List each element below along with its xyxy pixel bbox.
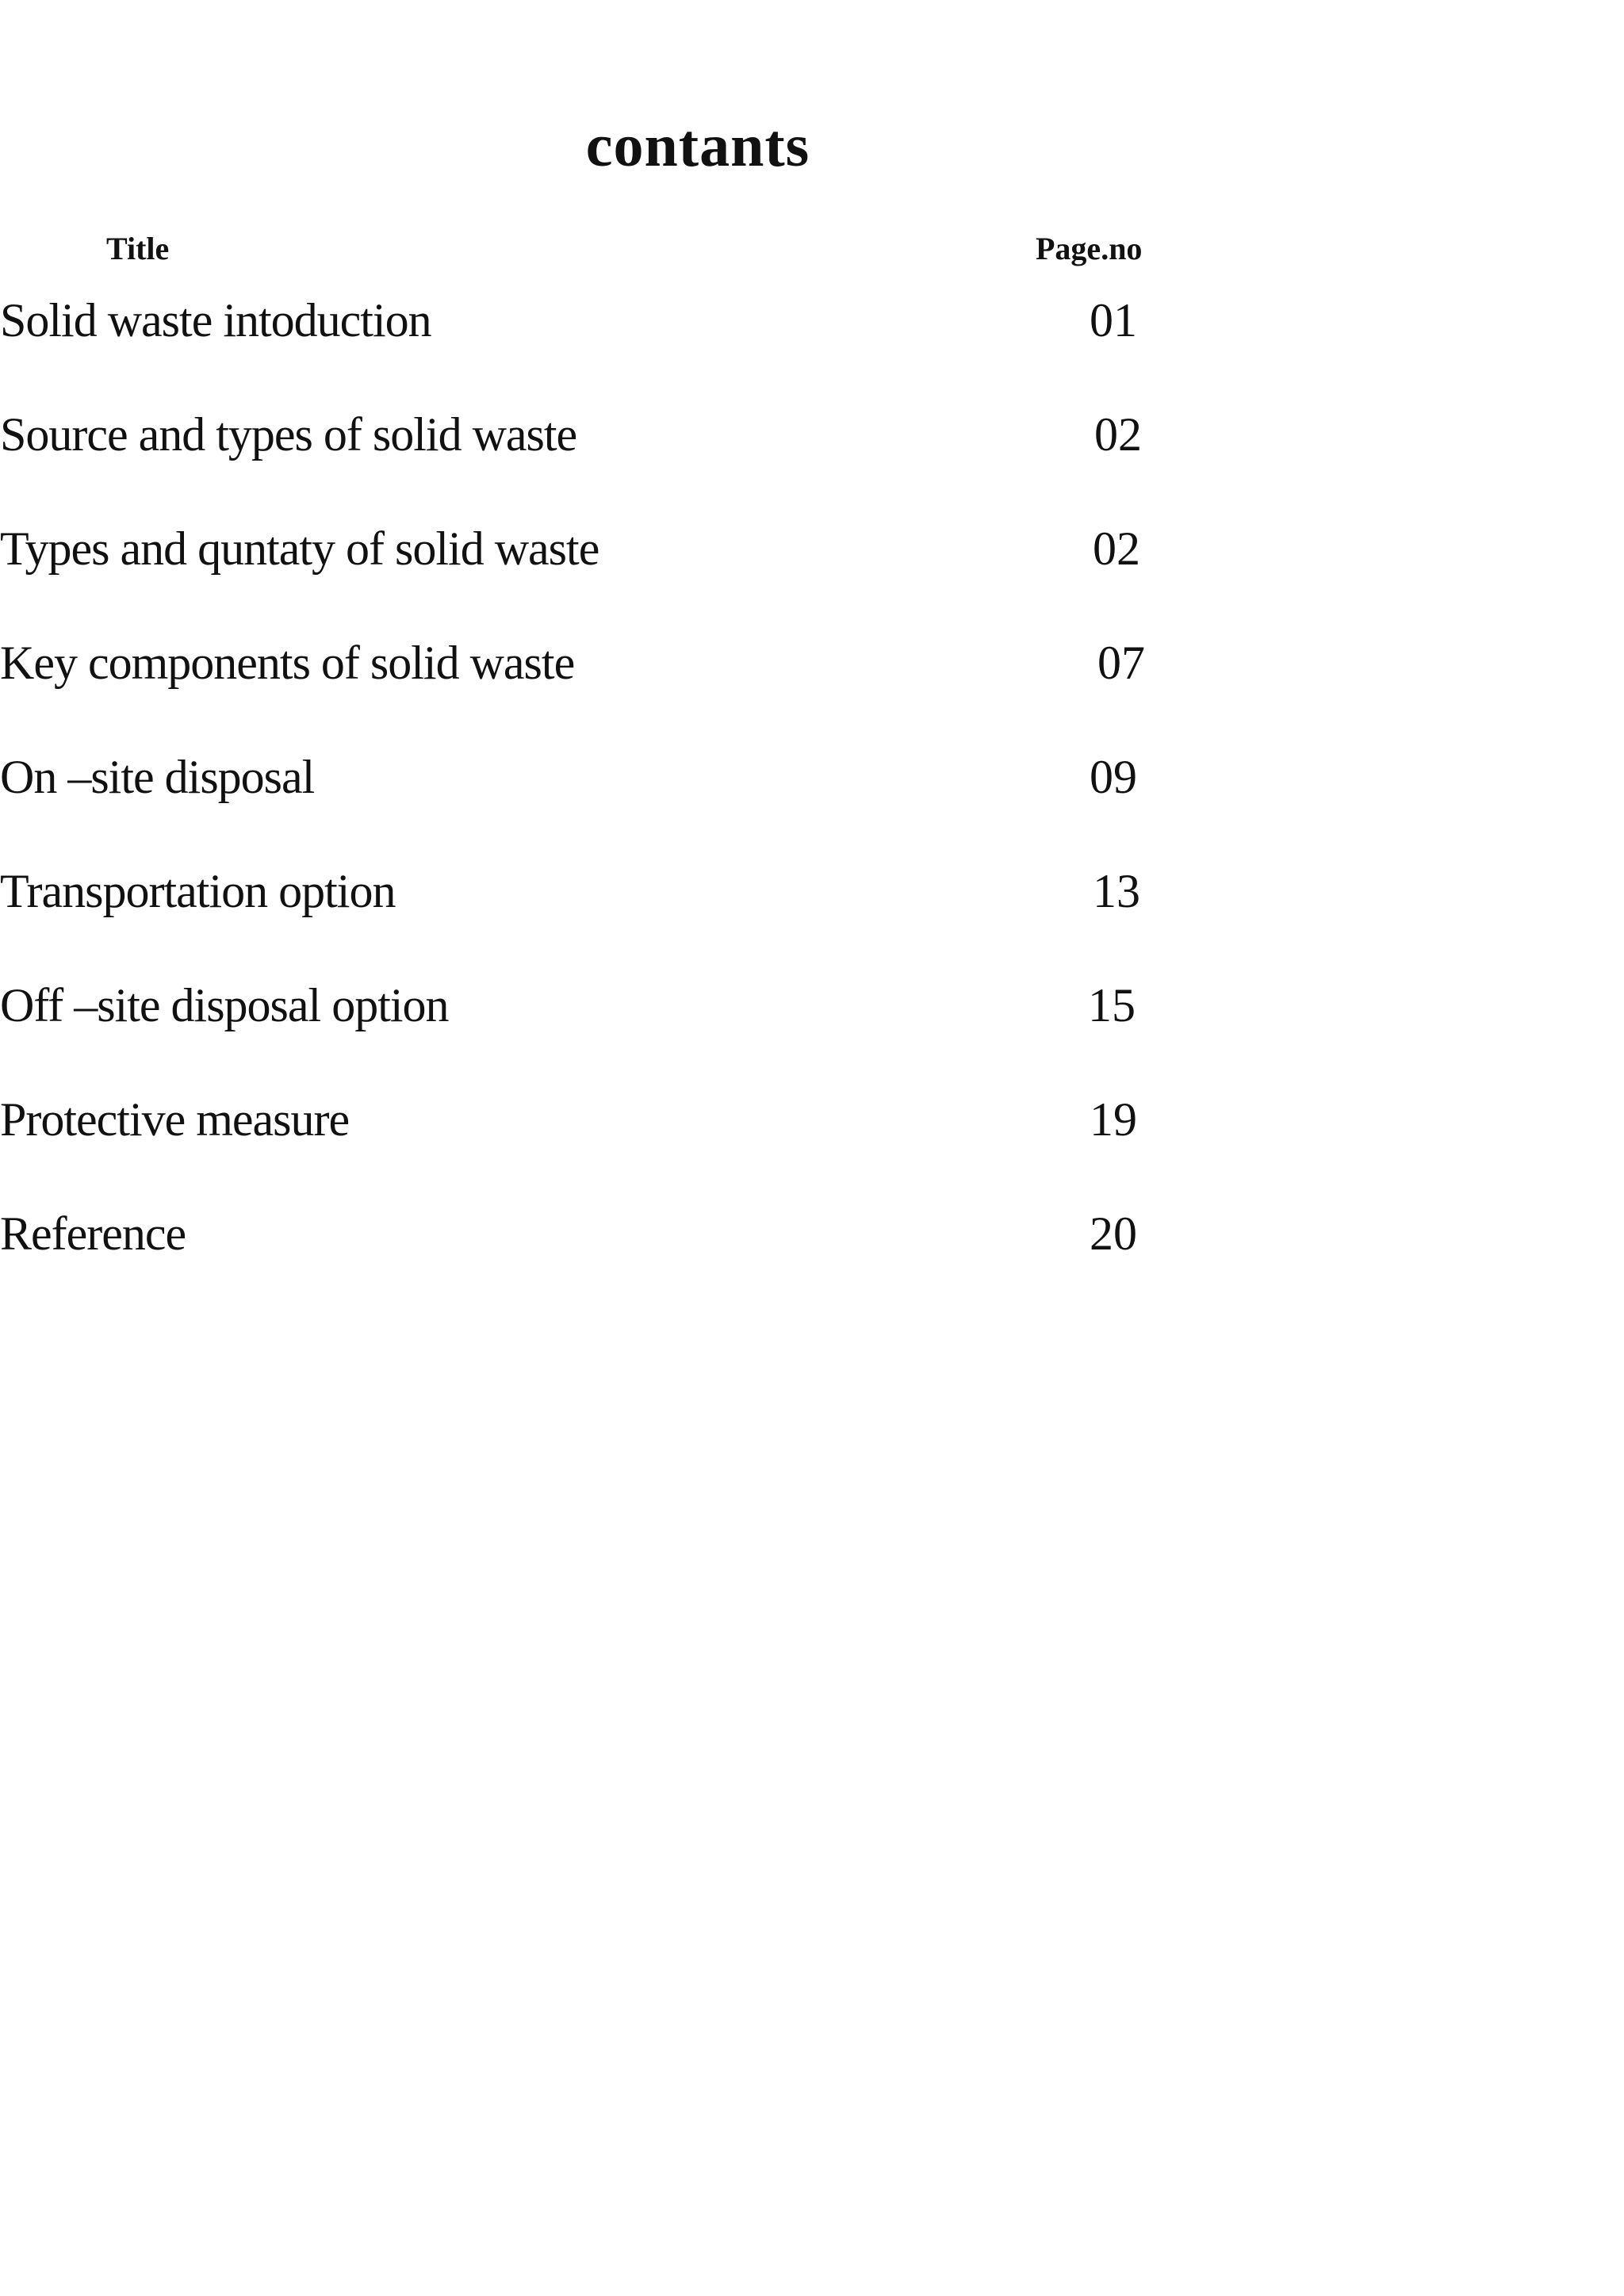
- toc-entry: [0, 858, 1189, 972]
- toc-list: [0, 287, 1189, 1314]
- toc-entry-title: Source and types of solid waste: [0, 408, 577, 461]
- toc-entry: [0, 287, 1189, 401]
- column-header-page-number: Page.no: [1036, 231, 1143, 266]
- column-header-title: Title: [106, 231, 170, 266]
- toc-entry: [0, 401, 1189, 515]
- toc-entry-title: Transportation option: [0, 865, 396, 917]
- toc-entry-title: On –site disposal: [0, 751, 315, 803]
- toc-entry: [0, 629, 1189, 744]
- toc-entry-title: Protective measure: [0, 1093, 350, 1146]
- toc-entry-page: 01: [1090, 294, 1137, 346]
- toc-entry-page: 07: [1097, 637, 1145, 689]
- toc-entry-page: 09: [1090, 751, 1137, 803]
- toc-entry: [0, 1200, 1189, 1314]
- toc-entry-page: 02: [1094, 408, 1142, 461]
- toc-entry: [0, 972, 1189, 1086]
- toc-entry-page: 15: [1088, 979, 1136, 1031]
- toc-entry-page: 02: [1093, 522, 1140, 575]
- toc-entry: [0, 1086, 1189, 1200]
- toc-entry: [0, 744, 1189, 858]
- toc-entry-title: Off –site disposal option: [0, 979, 449, 1031]
- page-title: contants: [585, 113, 810, 179]
- toc-entry: [0, 515, 1189, 629]
- toc-entry-page: 13: [1093, 865, 1140, 917]
- toc-entry-title: Reference: [0, 1207, 186, 1260]
- toc-entry-title: Solid waste intoduction: [0, 294, 431, 346]
- toc-entry-title: Key components of solid waste: [0, 637, 575, 689]
- toc-entry-page: 19: [1090, 1093, 1137, 1146]
- toc-entry-page: 20: [1090, 1207, 1137, 1260]
- toc-entry-title: Types and quntaty of solid waste: [0, 522, 599, 575]
